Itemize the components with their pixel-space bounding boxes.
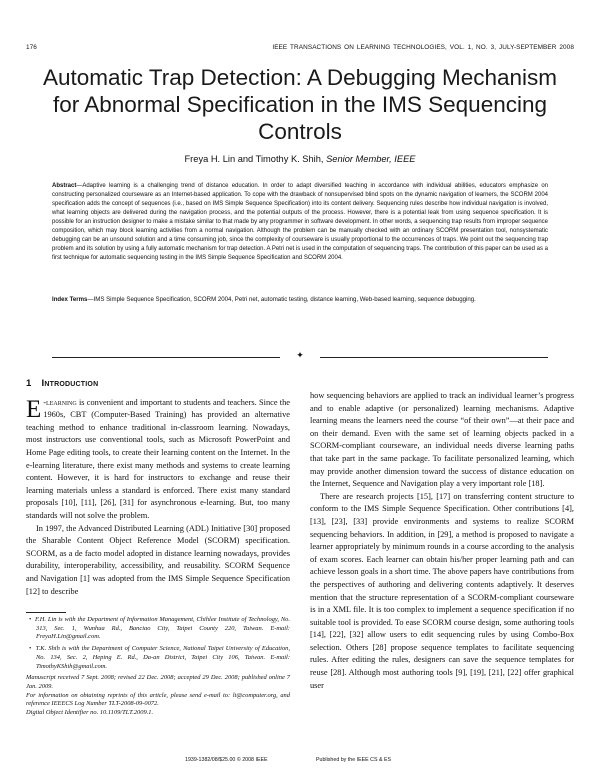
column-right <box>310 390 574 692</box>
paper-title: Automatic Trap Detection: A Debugging Mechanism for Abnormal Specification in the IMS Sequencing Controls <box>42 65 558 144</box>
authors: Freya H. Lin and Timothy K. Shih, <box>184 154 324 164</box>
footnote-author-1: • F.H. Lin is with the Department of Information Management, Chihlee Institute of Technology, No. 313, Sec. 1, Wunhua Rd., Banciao City, Taipei County 220, Taiwan. E-mail: FreyaH.Lin@gmail.com. <box>29 616 290 641</box>
paragraph-intro-2: In 1997, the Advanced Distributed Learning (ADL) Initiative [30] proposed the Sharable Content Object Reference Model (SCORM) specification. SCORM, as a de facto model adopted in distance learning nowadays, provides durability, interoperability, accessibility, and reusability. SCORM Sequence and Navigation [1] was adopted from the IMS Simple Sequence Specification [12] to describe <box>26 523 290 596</box>
paragraph-intro-1 <box>26 397 290 523</box>
footnote-doi-text: Digital Object Identifier no. 10.1109/TLT.2009.1. <box>26 709 154 717</box>
paragraph-right-1: how sequencing behaviors are applied to track an individual learner’s progress and to enable adaptive (or personalized) learning mechanisms. Adaptive learning means the learners need the course “of their own”—at their pace and on their demand. Even with the same set of learning objects packed in a SCORM-compliant courseware, an individual needs diverse learning paths that take part in the same package. To facilitate personalized learning, which may provide another dimension toward the success of distance education on the Internet, Sequence and Navigation play a very important role [18]. <box>310 391 574 489</box>
footnotes <box>26 616 290 718</box>
paragraph-right-2: There are research projects [15], [17] on transferring content structure to conform to the IMS Simple Sequence Specification. Other contributions [4], [13], [23], [33] provide environments and systems to realize SCORM sequencing behaviors. In addition, in [29], a method is proposed to navigate a learner appropriately by minimum rounds in a course according to the analysis of exam scores. Each learner can obtain his/her proper learning path and can achieve lesson goals in a short time. The above papers have contributions from the perspectives of authoring and delivering contents adaptively. It deserves mention that the structure representation of a SCORM-compliant courseware is in a XML file. It is too complex to implement a sequence specification if no suitable tool is provided. To ease SCORM course design, some authoring tools [14], [22], [32] allow users to edit sequencing rules by using Combo-Box selection. Others [28] propose sequence templates to facilitate sequencing rules. After editing the rules, designers can save the sequence templates for reuse [28]. Although most authoring tools [9], [19], [21], [22] offer graphical user <box>310 491 574 690</box>
section-number: 1 <box>26 378 32 389</box>
section-title: Introduction <box>41 378 99 389</box>
author-role: Senior Member, IEEE <box>326 154 416 164</box>
abstract-label: Abstract <box>52 183 77 189</box>
abstract-text: —Adaptive learning is a challenging trend of distance education. In order to adapt diversified teaching in accordance with individual abilities, educators emphasize on constructing personalized courseware as an Internet-based application. To cope with the drawback of nonsupervised blind spots on the dynamic navigation of learners, the SCORM 2004 specification adds the concept of sequences (i.e., based on IMS Simple Sequence Specification) into its content delivery. Sequencing rules describe how individual navigation is involved, what learning objects are delivered during the navigation process, and the potential outputs of the process. However, there is a potential leak from using sequence specification. It is possible for an instruction designer to make a mistake similar to that made by any programmer in software development. In other words, a sequencing trap results from improper sequence composition, which may block learning activities from a normal navigation. Although the problem can be manually checked with an ordinary SCORM presentation tool, nonsystematic debugging can be an unsound solution and a time consuming job, since the complexity of courseware is usually proportional to the occurrences of traps. We point out the sequencing trap problem and its solution by using a fully automatic mechanism for trap detection. A Petri net is used in the computation of sequencing traps. The contribution of this paper can be used as a first technique for automatic sequencing testing in the IMS Simple Sequence Specification and SCORM 2004. <box>52 183 548 261</box>
page-number: 176 <box>26 44 37 51</box>
issn-line: 1939-1382/08/$25.00 © 2008 IEEE <box>185 757 268 763</box>
page-footer <box>0 757 600 767</box>
index-terms-label: Index Terms <box>52 296 88 303</box>
lead-word: -learning <box>43 397 77 407</box>
footnote-rule <box>26 612 66 613</box>
footnote-reprints-text: For information on obtaining reprints of this article, please send e-mail to: lt@computer.org, and reference IEEECS Log Number TLT-2008-09-0072. <box>26 691 290 708</box>
footnote-author-1-text: F.H. Lin is with the Department of Information Management, Chihlee Institute of Technology, No. 313, Sec. 1, Wunhua Rd., Banciao City, Taipei County 220, Taiwan. E-mail: FreyaH.Lin@gmail.com. <box>35 616 290 641</box>
author-line <box>0 154 600 164</box>
publisher-line: Published by the IEEE CS & ES <box>316 757 392 763</box>
footnote-received <box>26 674 290 718</box>
abstract <box>52 182 548 263</box>
index-terms-text: —IMS Simple Sequence Specification, SCORM 2004, Petri net, automatic testing, distance learning, Web-based learning, sequence debugging. <box>87 296 476 303</box>
index-terms <box>52 296 548 305</box>
paragraph-text: is convenient and important to students and teachers. Since the 1960s, CBT (Computer-Based Training) has provided an alternative teaching method to enhance traditional in-classroom learning. Nowadays, most instructors use conventional tools, such as Microsoft PowerPoint and Home Page editing tools, to create their learning content on the Internet. In the e-learning literature, there exist many methods and systems to create learning content. However, it is hard for instructors to exchange and reuse their learning materials unless a standard is enforced. There exist many standard proposals [10], [11], [26], [31] for asynchronous e-learning. But, too many standards will not solve the problem. <box>26 397 290 520</box>
footnote-received-text: Manuscript received 7 Sept. 2008; revised 22 Dec. 2008; accepted 29 Dec. 2008; published online 7 Jan. 2009. <box>26 674 290 690</box>
section-separator <box>52 350 548 360</box>
footnote-author-2-text: T.K. Shih is with the Department of Computer Science, National Taipei University of Education, No. 134, Sec. 2, Heping E. Rd., Da-an District, Taipei City 106, Taiwan. E-mail: TimothyKShih@gmail.com. <box>35 645 290 670</box>
separator-line-left <box>52 357 280 358</box>
drop-cap: E <box>26 395 42 423</box>
journal-header: IEEE TRANSACTIONS ON LEARNING TECHNOLOGIES, VOL. 1, NO. 3, JULY-SEPTEMBER 2008 <box>272 44 574 51</box>
separator-line-right <box>320 357 548 358</box>
section-heading <box>26 378 290 391</box>
column-left <box>26 378 290 598</box>
footnote-author-2: • T.K. Shih is with the Department of Computer Science, National Taipei University of Education, No. 134, Sec. 2, Heping E. Rd., Da-an District, Taipei City 106, Taiwan. E-mail: TimothyKShih@gmail.com. <box>29 645 290 670</box>
separator-diamond-icon: ✦ <box>296 350 304 360</box>
running-head <box>26 44 574 56</box>
